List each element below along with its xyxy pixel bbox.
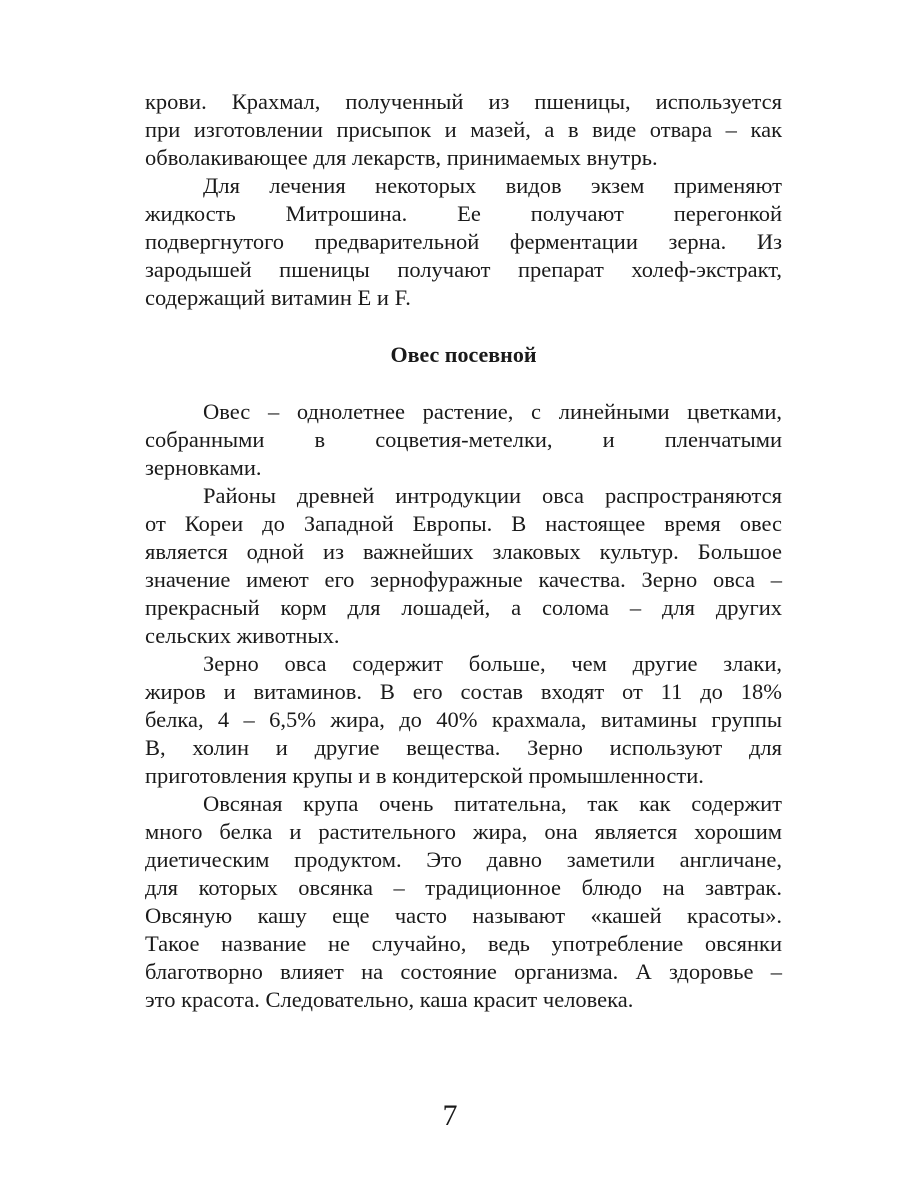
text-line: собранными в соцветия-метелки, и пленчатыми: [145, 427, 782, 452]
text-line: является одной из важнейших злаковых культур. Большое: [145, 539, 782, 564]
text-line: подвергнутого предварительной ферментации зерна. Из: [145, 229, 782, 254]
text-line: диетическим продуктом. Это давно заметили англичане,: [145, 847, 782, 872]
text-line: Овсяная крупа очень питательна, так как содержит: [203, 791, 782, 816]
text-line: зародышей пшеницы получают препарат холеф-экстракт,: [145, 257, 782, 282]
intro-text: [145, 88, 782, 312]
text-line: жидкость Митрошина. Ее получают перегонкой: [145, 201, 782, 226]
text-line: Районы древней интродукции овса распространяются: [203, 483, 782, 508]
text-line: зерновками.: [145, 455, 262, 480]
text-line: Такое название не случайно, ведь употребление овсянки: [145, 931, 782, 956]
text-line: обволакивающее для лекарств, принимаемых внутрь.: [145, 145, 658, 170]
text-line: от Кореи до Западной Европы. В настоящее время овес: [145, 511, 782, 536]
text-line: В, холин и другие вещества. Зерно используют для: [145, 735, 782, 760]
text-line: значение имеют его зернофуражные качества. Зерно овса –: [145, 567, 782, 592]
text-line: Зерно овса содержит больше, чем другие злаки,: [203, 651, 782, 676]
section-text: [145, 398, 782, 1014]
paragraph-oatmeal: [145, 790, 782, 1014]
text-line: Овсяную кашу еще часто называют «кашей красоты».: [145, 903, 782, 928]
text-line: много белка и растительного жира, она является хорошим: [145, 819, 782, 844]
text-line: благотворно влияет на состояние организма. А здоровье –: [145, 959, 782, 984]
text-line: это красота. Следовательно, каша красит человека.: [145, 987, 634, 1012]
paragraph-oats-regions: [145, 482, 782, 650]
paragraph-starch: [145, 88, 782, 172]
text-line: Для лечения некоторых видов экзем применяют: [203, 173, 782, 198]
paragraph-eczema: [145, 172, 782, 312]
text-line: для которых овсянка – традиционное блюдо на завтрак.: [145, 875, 782, 900]
text-line: жиров и витаминов. В его состав входят от 11 до 18%: [145, 679, 782, 704]
paragraph-oats-composition: [145, 650, 782, 790]
text-line: крови. Крахмал, полученный из пшеницы, используется: [145, 89, 782, 114]
text-line: приготовления крупы и в кондитерской промышленности.: [145, 763, 704, 788]
text-line: Овес – однолетнее растение, с линейными цветками,: [203, 399, 782, 424]
page-number: 7: [442, 1099, 458, 1132]
section-title: Овес посевной: [390, 342, 537, 367]
text-line: сельских животных.: [145, 623, 340, 648]
text-line: прекрасный корм для лошадей, а солома – для других: [145, 595, 782, 620]
text-line: белка, 4 – 6,5% жира, до 40% крахмала, витамины группы: [145, 707, 782, 732]
paragraph-oats-definition: [145, 398, 782, 482]
text-line: при изготовлении присыпок и мазей, а в виде отвара – как: [145, 117, 782, 142]
text-line: содержащий витамин Е и F.: [145, 285, 411, 310]
